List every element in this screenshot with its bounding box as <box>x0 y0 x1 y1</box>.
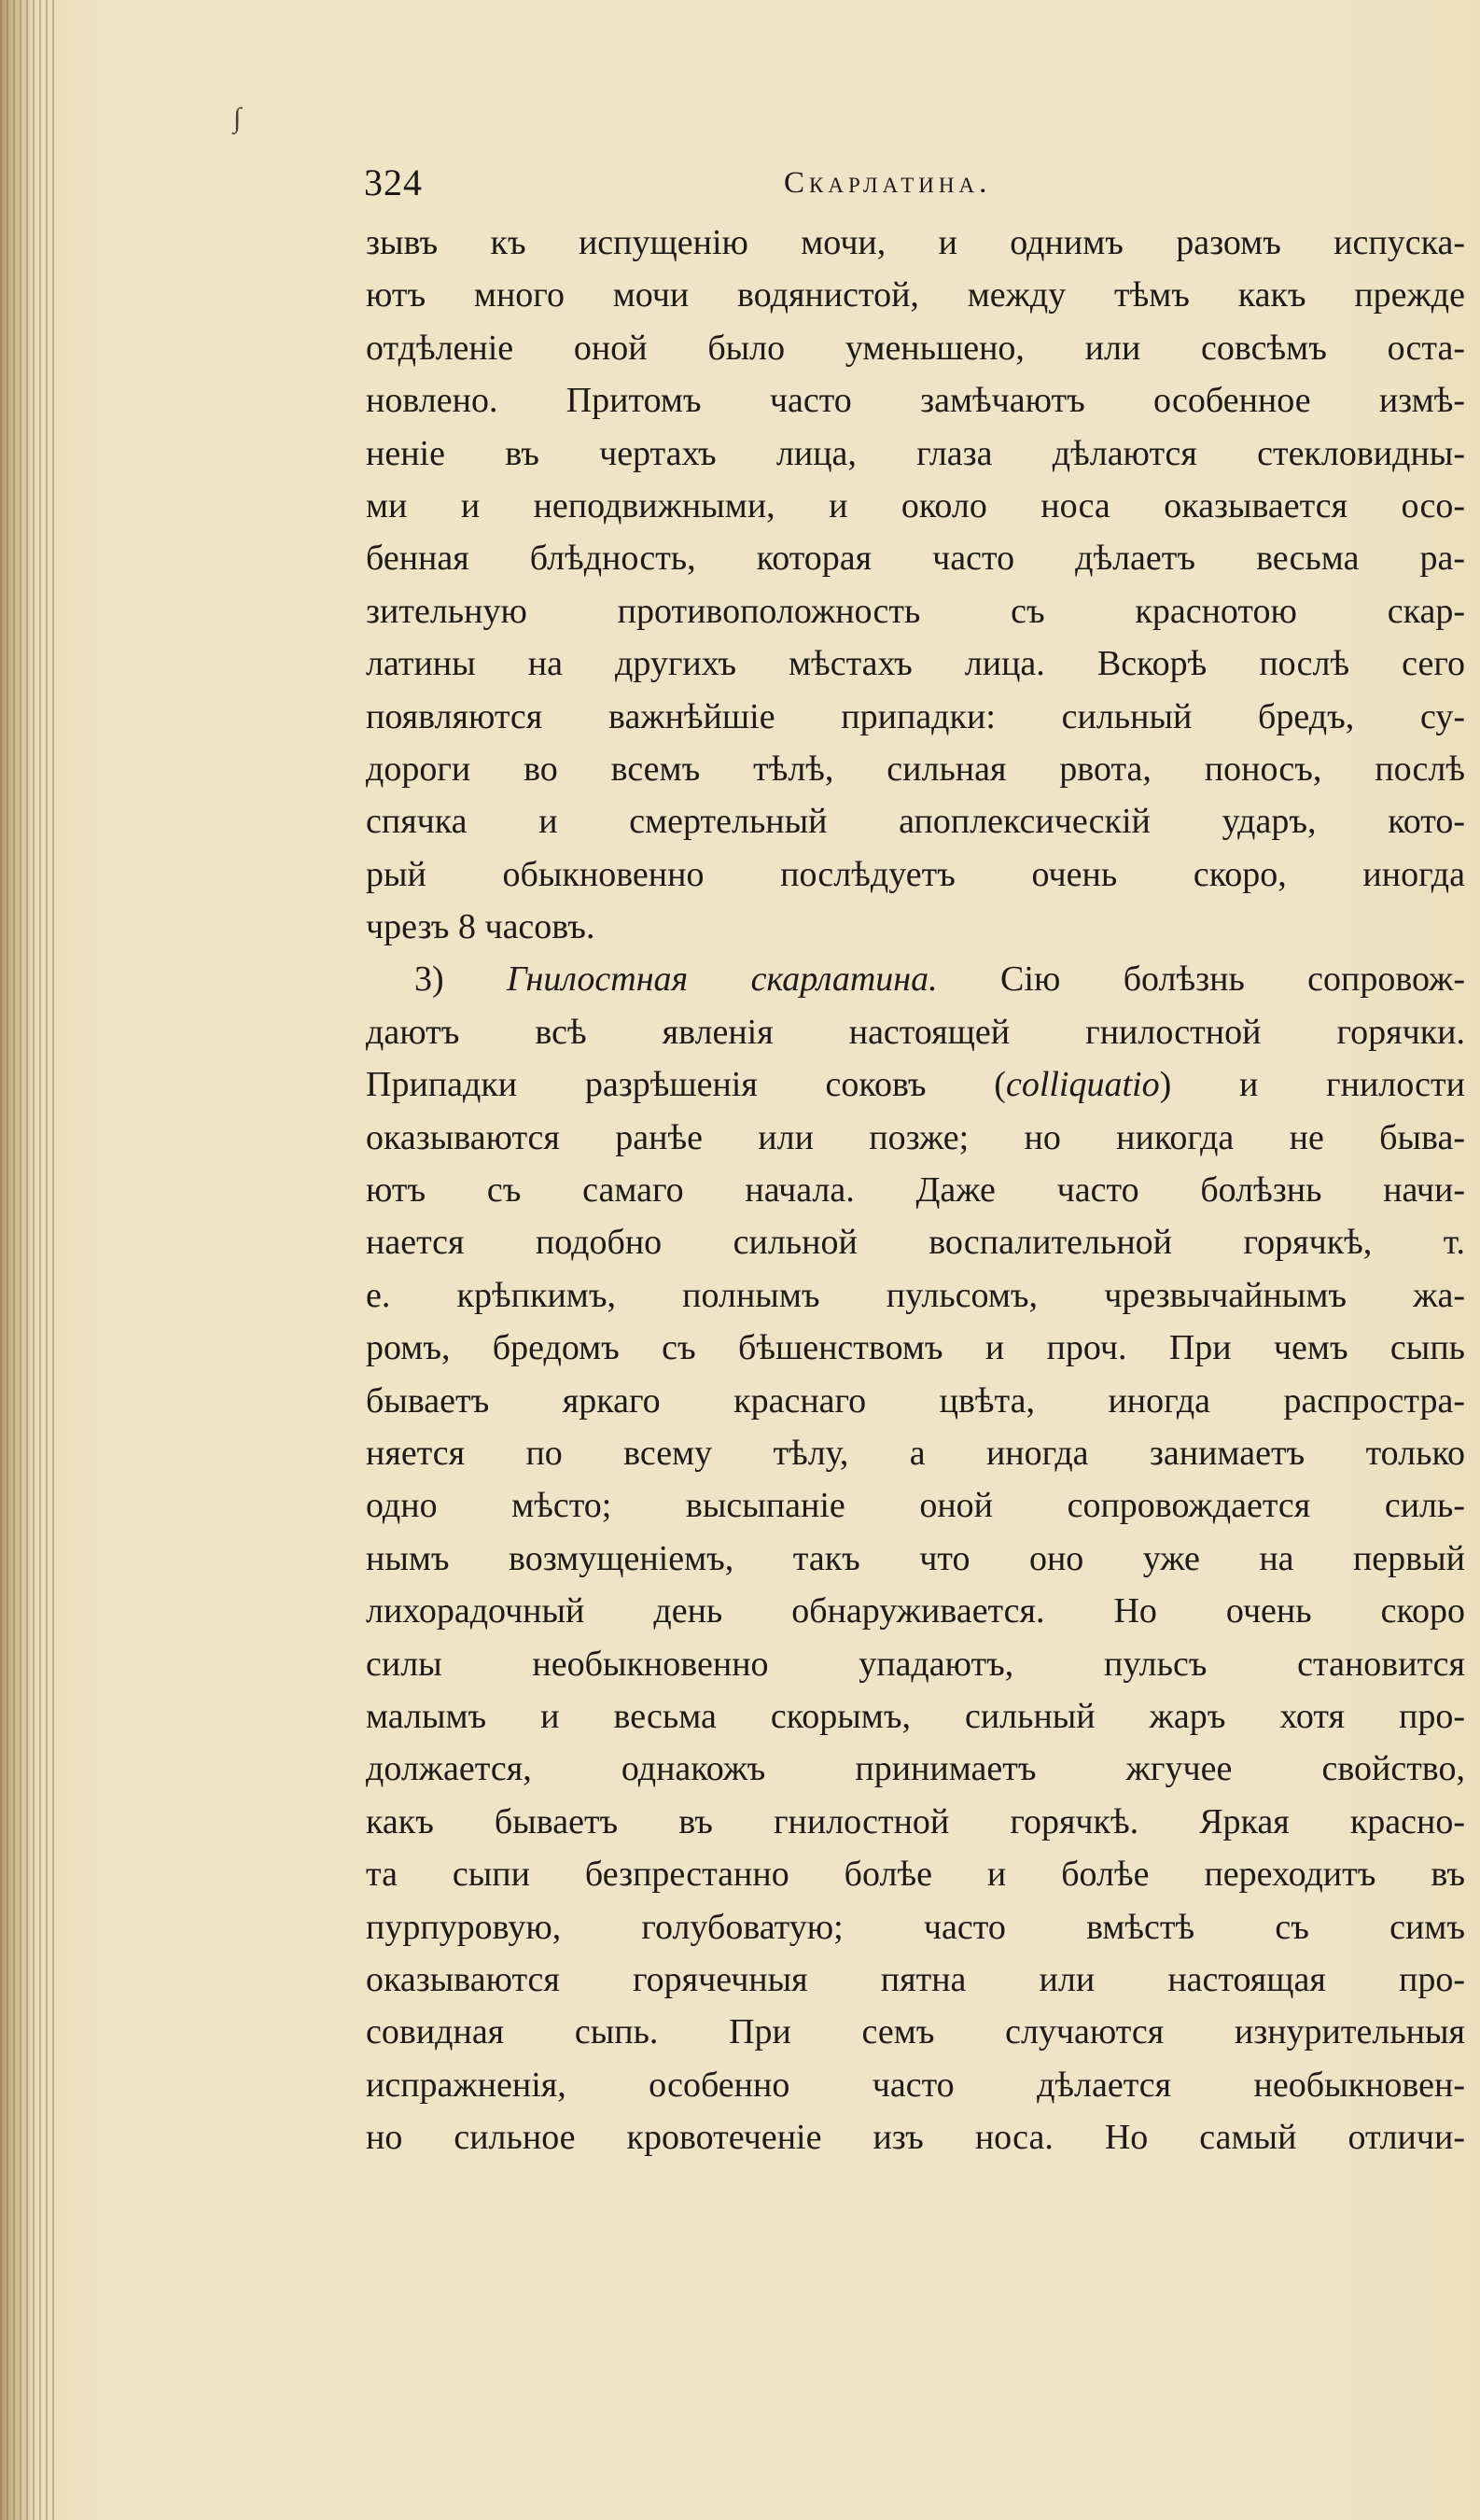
section-heading: Гнилостная скарлатина. <box>507 959 938 1000</box>
text-line: появляются важнѣйшіе припадки: сильный бредъ, су- <box>366 696 1465 736</box>
text-line: та сыпи безпрестанно болѣе и болѣе переходитъ въ <box>366 1855 1465 1895</box>
text-line: ютъ съ самаго начала. Даже часто болѣзнь начи- <box>366 1170 1465 1211</box>
section-heading-line <box>366 953 1465 1005</box>
text-line: рый обыкновенно послѣдуетъ очень скоро, иногда <box>366 854 1465 894</box>
text-line: зительную противоположность съ краснотою скар- <box>366 591 1465 631</box>
text-line: неніе въ чертахъ лица, глаза дѣлаются стекловидны- <box>366 433 1465 473</box>
book-spine-edge <box>0 0 56 2520</box>
section-first-line-text: Сію болѣзнь сопровож- <box>1000 959 1465 1000</box>
text-line: латины на другихъ мѣстахъ лица. Вскорѣ послѣ сего <box>366 644 1465 684</box>
text-line: лихорадочный день обнаруживается. Но очень скоро <box>366 1591 1465 1631</box>
text-line: спячка и смертельный апоплексическій ударъ, кото- <box>366 802 1465 842</box>
text-line: няется по всему тѣлу, а иногда занимаетъ только <box>366 1433 1465 1473</box>
body-text <box>366 217 1465 2163</box>
text-line: бываетъ яркаго краснаго цвѣта, иногда распростра- <box>366 1380 1465 1421</box>
margin-pencil-mark: ∫ <box>233 103 242 133</box>
latin-term-line <box>366 1058 1465 1111</box>
latin-after: ) и гнилости <box>1159 1065 1465 1105</box>
text-line: новлено. Притомъ часто замѣчаютъ особенное измѣ- <box>366 381 1465 421</box>
text-line: е. крѣпкимъ, полнымъ пульсомъ, чрезвычайнымъ жа- <box>366 1275 1465 1315</box>
text-line: но сильное кровотеченіе изъ носа. Но самый отличи- <box>366 2118 1465 2158</box>
text-line: совидная сыпь. При семъ случаются изнурительныя <box>366 2012 1465 2052</box>
text-line: нается подобно сильной воспалительной горячкѣ, т. <box>366 1223 1465 1263</box>
text-line: нымъ возмущеніемъ, такъ что оно уже на первый <box>366 1538 1465 1578</box>
text-line: пурпуровую, голубоватую; часто вмѣстѣ съ симъ <box>366 1907 1465 1947</box>
section-number: 3) <box>414 959 444 1000</box>
text-line: малымъ и весьма скорымъ, сильный жаръ хотя про- <box>366 1696 1465 1736</box>
text-line: должается, однакожъ принимаетъ жгучее свойство, <box>366 1749 1465 1789</box>
running-head <box>364 161 1465 207</box>
text-line: какъ бываетъ въ гнилостной горячкѣ. Яркая красно- <box>366 1801 1465 1841</box>
text-line: дороги во всемъ тѣлѣ, сильная рвота, поносъ, послѣ <box>366 749 1465 789</box>
text-line: ютъ много мочи водянистой, между тѣмъ какъ прежде <box>366 275 1465 315</box>
text-line: оказываются горячечныя пятна или настоящая про- <box>366 1959 1465 1999</box>
latin-before: Припадки разрѣшенія соковъ ( <box>366 1065 1006 1105</box>
running-title: Скарлатина. <box>784 166 992 200</box>
text-line: чрезъ 8 часовъ. <box>366 907 595 947</box>
text-line: ромъ, бредомъ съ бѣшенствомъ и проч. При чемъ сыпь <box>366 1328 1465 1368</box>
text-line: ми и неподвижными, и около носа оказывается осо- <box>366 485 1465 525</box>
text-line: зывъ къ испущенію мочи, и однимъ разомъ испуска- <box>366 223 1465 262</box>
text-line: бенная блѣдность, которая часто дѣлаетъ весьма ра- <box>366 539 1465 579</box>
text-line: силы необыкновенно упадаютъ, пульсъ становится <box>366 1644 1465 1684</box>
page-number: 324 <box>364 161 423 203</box>
latin-term: colliquatio <box>1005 1065 1160 1105</box>
text-line: отдѣленіе оной было уменьшено, или совсѣмъ оста- <box>366 328 1465 368</box>
text-line: одно мѣсто; высыпаніе оной сопровождается силь- <box>366 1486 1465 1526</box>
text-line: испражненія, особенно часто дѣлается необыкновен- <box>366 2065 1465 2105</box>
text-line: даютъ всѣ явленія настоящей гнилостной горячки. <box>366 1012 1465 1052</box>
text-line: оказываются ранѣе или позже; но никогда не быва- <box>366 1117 1465 1157</box>
